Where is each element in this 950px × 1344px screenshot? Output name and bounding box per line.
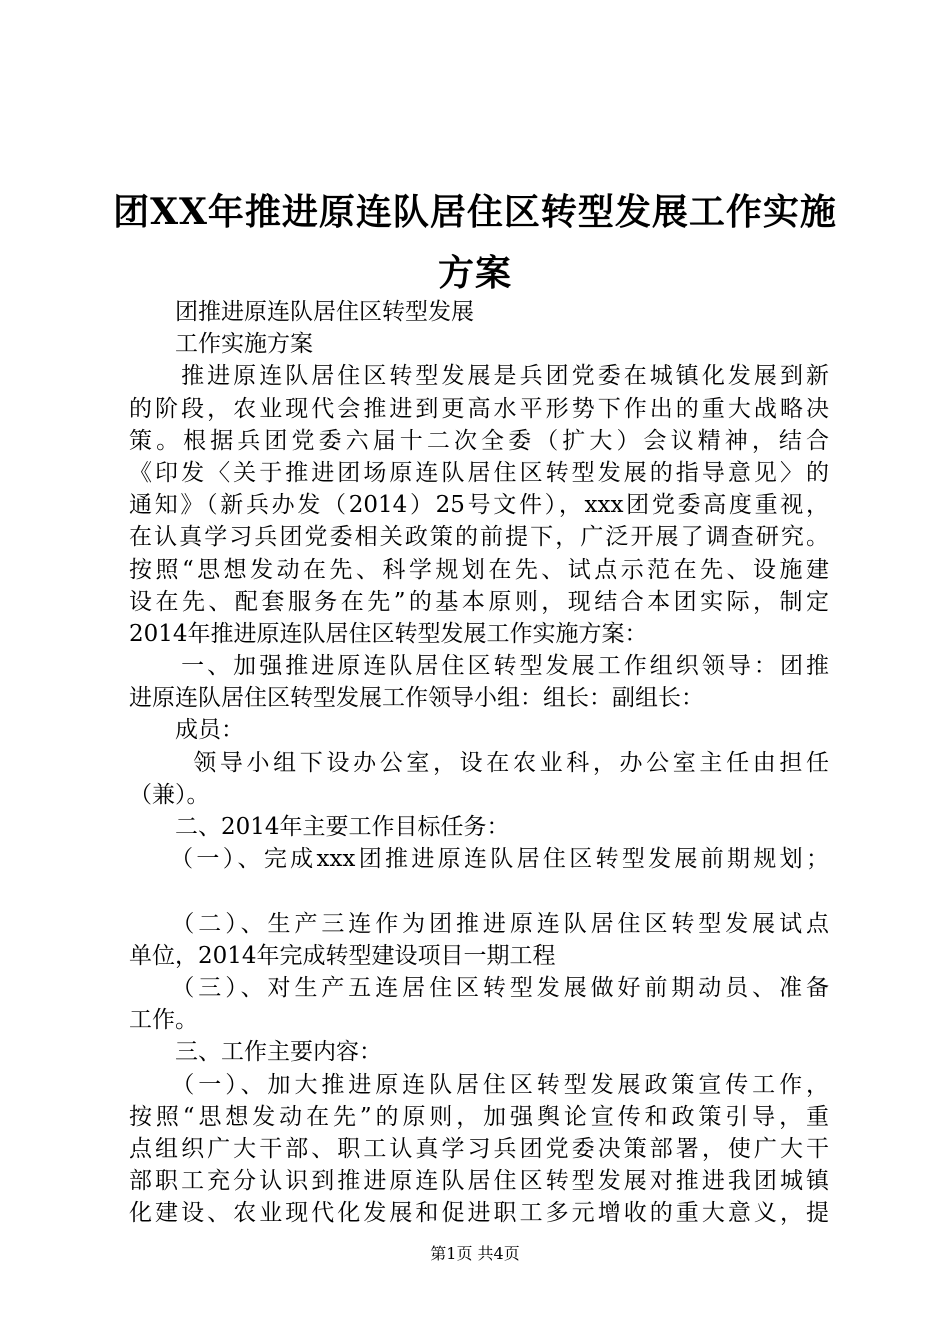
body-line: （二）、生产三连作为团推进原连队居住区转型发展试点 [129, 910, 829, 937]
body-line: 《印发〈关于推进团场原连队居住区转型发展的指导意见〉的 [129, 459, 829, 486]
body-line: 按照“思想发动在先、科学规划在先、试点示范在先、设施建 [129, 556, 829, 583]
body-line: 进原连队居住区转型发展工作领导小组：组长：副组长： [129, 685, 704, 712]
body-line: 按照“思想发动在先”的原则，加强舆论宣传和政策引导，重 [129, 1103, 829, 1130]
body-line: 部职工充分认识到推进原连队居住区转型发展对推进我团城镇 [129, 1168, 829, 1195]
body-line: 领导小组下设办公室，设在农业科，办公室主任由担任 [129, 749, 829, 776]
body-line: 三、工作主要内容： [129, 1039, 382, 1066]
body-line: （一）、加大推进原连队居住区转型发展政策宣传工作， [129, 1071, 829, 1098]
body-line: 一、加强推进原连队居住区转型发展工作组织领导：团推 [129, 653, 829, 680]
body-line: 二、2014年主要工作目标任务： [129, 814, 510, 840]
body-line: 策。根据兵团党委六届十二次全委（扩大）会议精神，结合 [129, 427, 829, 454]
body-line: （三）、对生产五连居住区转型发展做好前期动员、准备 [129, 974, 829, 1001]
body-line: 点组织广大干部、职工认真学习兵团党委决策部署，使广大干 [129, 1135, 829, 1162]
body-line: 推进原连队居住区转型发展是兵团党委在城镇化发展到新 [129, 363, 829, 390]
body-line: 的阶段，农业现代会推进到更高水平形势下作出的重大战略决 [129, 395, 829, 422]
body-line: 在认真学习兵团党委相关政策的前提下，广泛开展了调查研究。 [129, 524, 829, 551]
body-line: 2014年推进原连队居住区转型发展工作实施方案： [129, 620, 648, 647]
body-line: 团推进原连队居住区转型发展 [129, 299, 474, 325]
document-body [129, 296, 829, 1229]
body-line: （一）、完成xxx团推进原连队居住区转型发展前期规划； [129, 846, 829, 873]
document-title-line-2: 方案 [437, 252, 512, 294]
page-footer: 第1页 共4页 [430, 1244, 520, 1263]
body-line: （兼）。 [129, 781, 210, 808]
document-title-line-1: 团XX年推进原连队居住区转型发展工作实施 [113, 191, 837, 233]
body-line: 设在先、配套服务在先”的基本原则，现结合本团实际，制定 [129, 588, 829, 615]
body-line: 单位，2014年完成转型建设项目一期工程 [129, 942, 556, 969]
body-line: 工作实施方案 [129, 331, 313, 358]
body-line: 成员： [129, 717, 244, 744]
body-line: 化建设、农业现代化发展和促进职工多元增收的重大意义，提 [129, 1200, 829, 1227]
body-line: 通知》（新兵办发（2014）25号文件），xxx团党委高度重视， [129, 492, 829, 519]
body-line: 工作。 [129, 1007, 198, 1034]
body-line [129, 875, 829, 907]
